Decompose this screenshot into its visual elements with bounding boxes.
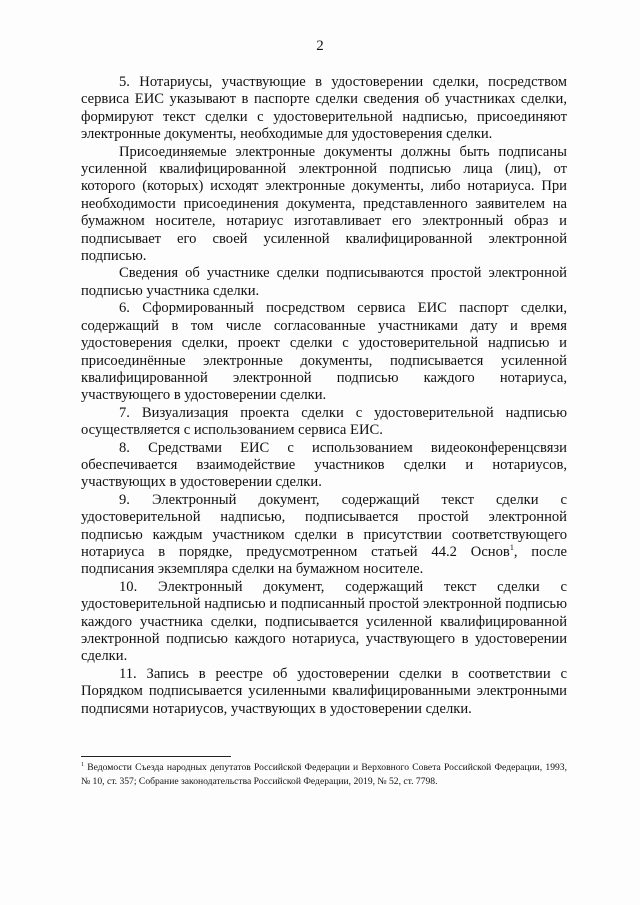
paragraph-9: [81, 492, 567, 579]
paragraph-8: 8. Средствами ЕИС с использованием видеоконференцсвязи обеспечивается взаимодействие участников сделки и нотариусов, участвующих в удостоверении сделки.: [81, 439, 567, 491]
paragraph-attached-documents: Присоединяемые электронные документы должны быть подписаны усиленной квалифицированной электронной подписью лица (лиц), от которого (которых) исходят электронные документы, либо нотариуса. При необходимости присоединения документа, представленного заявителем на бумажном носителе, нотариус изготавливает его электронный образ и подписывает его своей усиленной квалифицированной электронной подписью.: [81, 143, 567, 265]
paragraph-7: 7. Визуализация проекта сделки с удостоверительной надписью осуществляется с использованием сервиса ЕИС.: [81, 404, 567, 439]
footnote-mark: 1: [81, 761, 84, 768]
document-body: [81, 74, 567, 718]
footnote-divider: [81, 756, 231, 757]
footnote-reference[interactable]: 1: [509, 543, 514, 553]
paragraph-5: 5. Нотариусы, участвующие в удостоверении сделки, посредством сервиса ЕИС указывают в паспорте сделки сведения об участниках сделки, формируют текст сделки с удостоверительной надписью, присоединяют электронные документы, необходимые для удостоверения сделки.: [81, 74, 567, 143]
paragraph-11: 11. Запись в реестре об удостоверении сделки в соответствии с Порядком подписывается усиленными квалифицированными электронными подписями нотариусов, участвующих в удостоверении сделки.: [81, 665, 567, 717]
paragraph-9-text-end: , после подписания экземпляра сделки на бумажном носителе.: [81, 543, 567, 578]
paragraph-participant-info: Сведения об участнике сделки подписываются простой электронной подписью участника сделки.: [81, 265, 567, 299]
page-number: 2: [316, 38, 324, 54]
footnote-text: Ведомости Съезда народных депутатов Российской Федерации и Верховного Совета Российской Федерации, 1993, № 10, ст. 357; Собрание законодательства Российской Федерации, 2019, № 52, ст. 7798.: [81, 762, 567, 787]
footnote: [81, 761, 567, 789]
paragraph-6: 6. Сформированный посредством сервиса ЕИС паспорт сделки, содержащий в том числе согласованные участниками дату и время удостоверения сделки, проект сделки с удостоверительной надписью и присоединённые электронные документы, подписывается усиленной квалифицированной электронной подписью каждого нотариуса, участвующего в удостоверении сделки.: [81, 300, 567, 404]
paragraph-9-text: 9. Электронный документ, содержащий текст сделки с удостоверительной надписью, подписывается простой электронной подписью каждым участником сделки в присутствии соответствующего нотариуса в порядке, предусмотренном статьей 44.2 Основ: [81, 491, 567, 560]
paragraph-10: 10. Электронный документ, содержащий текст сделки с удостоверительной надписью и подписанный простой электронной подписью каждого участника сделки, подписывается усиленной квалифицированной электронной подписью каждого нотариуса, участвующего в удостоверении сделки.: [81, 578, 567, 665]
